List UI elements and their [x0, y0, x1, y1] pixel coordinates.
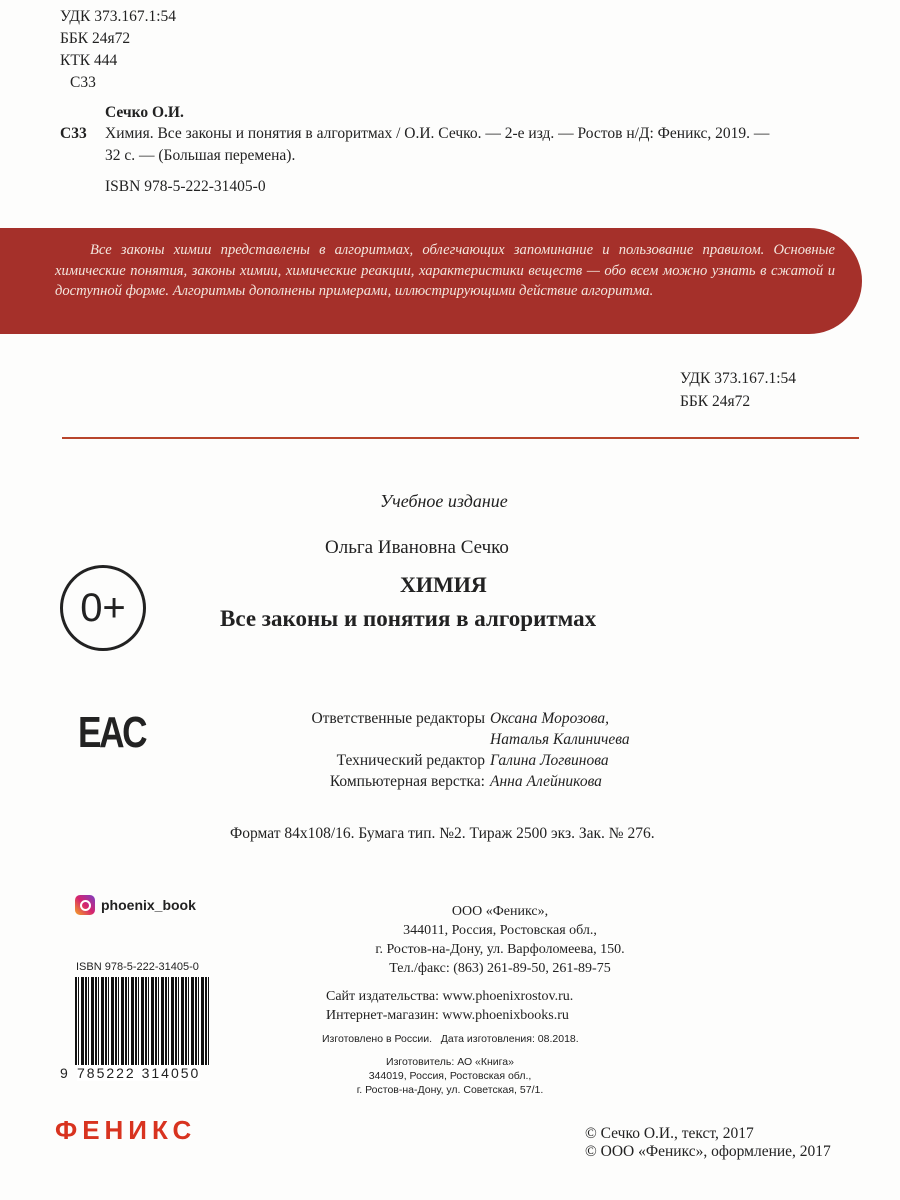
- manufacturer-line: Изготовитель: АО «Книга»: [386, 1056, 514, 1068]
- author-code: С33: [70, 74, 96, 91]
- udk-right: УДК 373.167.1:54: [680, 370, 797, 387]
- online-store[interactable]: Интернет-магазин: www.phoenixbooks.ru: [326, 1008, 569, 1023]
- book-subtitle: Все законы и понятия в алгоритмах: [220, 606, 597, 631]
- biblio-author: Сечко О.И.: [105, 104, 184, 121]
- copyright: © ООО «Феникс», оформление, 2017: [585, 1143, 831, 1160]
- bbk: ББК 24я72: [60, 30, 131, 47]
- credit-value: Галина Логвинова: [490, 752, 609, 769]
- social-handle: phoenix_book: [101, 897, 196, 913]
- biblio-code: С33: [60, 125, 87, 142]
- barcode-isbn: ISBN 978-5-222-31405-0: [76, 961, 199, 973]
- credit-label: Ответственные редакторы: [311, 710, 485, 727]
- publisher-phone: Тел./факс: (863) 261-89-50, 261-89-75: [389, 961, 611, 976]
- publisher-line: г. Ростов-на-Дону, ул. Варфоломеева, 150.: [375, 942, 625, 957]
- credit-value: Наталья Калиничева: [490, 731, 630, 748]
- manufacturer-line: г. Ростов-на-Дону, ул. Советская, 57/1.: [356, 1084, 544, 1096]
- instagram-icon: [75, 895, 95, 915]
- format-line: Формат 84x108/16. Бумага тип. №2. Тираж 2500 экз. Зак. № 276.: [230, 825, 655, 842]
- annotation-text: Все законы химии представлены в алгоритмах, облегчающих запоминание и пользование правилом. Основные химические понятия, законы химии, химические реакции, характеристики веществ — обо всем можно узнать в сжатой и доступной форме. Алгоритмы дополнены примерами, иллюстрирующими действие алгоритма.: [55, 242, 835, 299]
- divider: [62, 437, 859, 439]
- manufacturer: [300, 1055, 600, 1097]
- publisher-line: 344011, Россия, Ростовская обл.,: [403, 923, 597, 938]
- made-info: Изготовлено в России. Дата изготовления: 08.2018.: [322, 1033, 579, 1045]
- biblio-line2: 32 с. — (Большая перемена).: [105, 147, 296, 164]
- annotation-banner: [0, 228, 862, 334]
- biblio-line1: Химия. Все законы и понятия в алгоритмах / О.И. Сечко. — 2-е изд. — Ростов н/Д: Феникс, 2019. —: [105, 125, 770, 142]
- publisher-address: [300, 902, 700, 978]
- ktk: КТК 444: [60, 52, 118, 69]
- publisher-name: ООО «Феникс»,: [451, 904, 549, 919]
- phoenix-logo: ФЕНИКС: [55, 1115, 197, 1145]
- barcode-first-digit: 9: [60, 1065, 68, 1081]
- credit-label: Технический редактор: [336, 752, 485, 769]
- bbk-right: ББК 24я72: [680, 393, 751, 410]
- book-title: ХИМИЯ: [400, 572, 487, 597]
- age-rating-badge: 0+: [60, 565, 146, 651]
- barcode: [75, 977, 210, 1065]
- barcode-digits: 785222 314050: [77, 1065, 201, 1081]
- biblio-isbn: ISBN 978-5-222-31405-0: [105, 178, 266, 195]
- manufacturer-line: 344019, Россия, Ростовская обл.,: [368, 1070, 532, 1082]
- author-full: Ольга Ивановна Сечко: [325, 537, 509, 558]
- edition-type: Учебное издание: [380, 491, 508, 511]
- udk: УДК 373.167.1:54: [60, 8, 177, 25]
- publisher-site[interactable]: Сайт издательства: www.phoenixrostov.ru.: [326, 989, 574, 1004]
- web-info: [326, 987, 573, 1025]
- credit-value: Оксана Морозова,: [490, 710, 609, 727]
- copyright: © Сечко О.И., текст, 2017: [585, 1125, 754, 1142]
- credit-label: Компьютерная верстка:: [329, 773, 485, 790]
- credit-value: Анна Алейникова: [490, 773, 602, 790]
- eac-mark-icon: EAC: [78, 708, 146, 757]
